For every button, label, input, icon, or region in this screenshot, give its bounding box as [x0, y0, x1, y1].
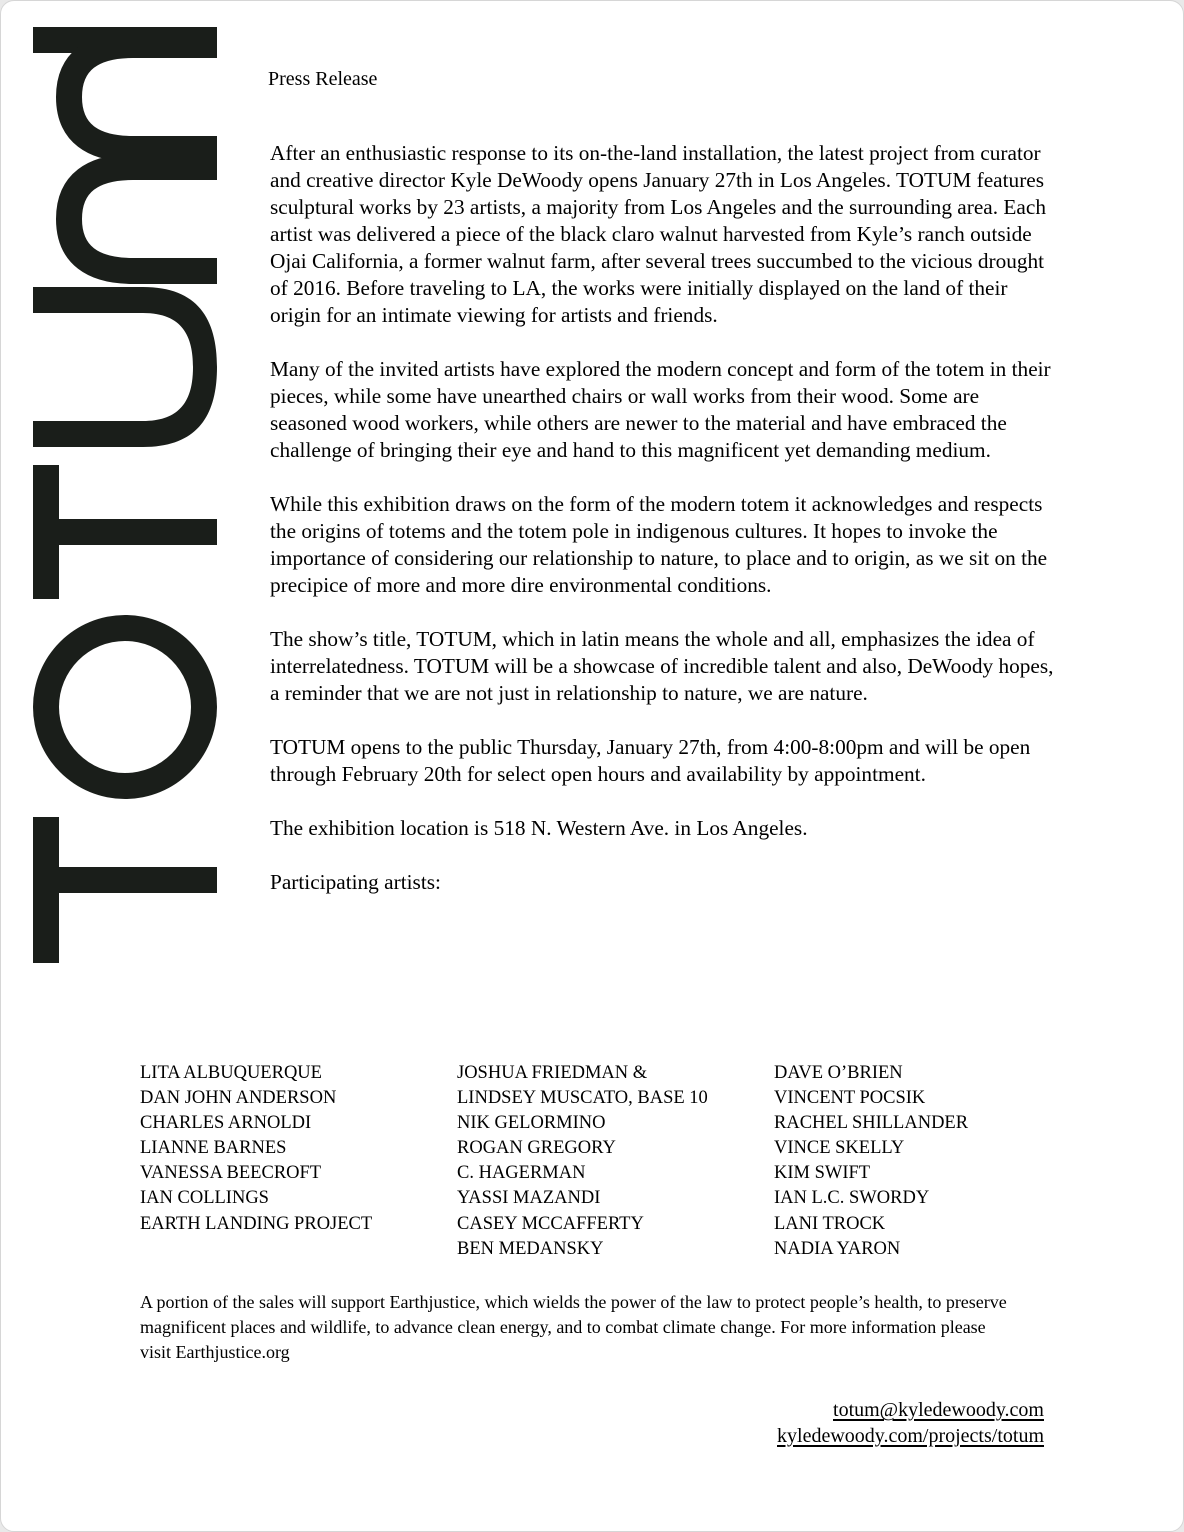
website-link[interactable]: kyledewoody.com/projects/totum — [777, 1425, 1044, 1447]
artist-name: LINDSEY MUSCATO, BASE 10 — [457, 1088, 708, 1109]
paragraph-intro: After an enthusiastic response to its on-the-land installation, the latest project from curator and creative director Kyle DeWoody opens January 27th in Los Angeles. TOTUM features sculptural works by 23 artists, a majority from Los Angeles and the surrounding area. Each artist was delivered a piece of the black claro walnut harvested from Kyle’s ranch outside Ojai California, a former walnut farm, after several trees succumbed to the vicious drought of 2016. Before traveling to LA, the works were initially displayed on the land of their origin for an intimate viewing for artists and friends. — [270, 141, 1046, 327]
artist-name: DAN JOHN ANDERSON — [140, 1088, 337, 1109]
logo-m-arches — [69, 45, 217, 271]
paragraph-location: The exhibition location is 518 N. Western Ave. in Los Angeles. — [270, 816, 808, 840]
artist-name: NIK GELORMINO — [457, 1113, 606, 1134]
paragraph-title-meaning: The show’s title, TOTUM, which in latin means the whole and all, emphasizes the idea of interrelatedness. TOTUM will be a showcase of incredible talent and also, DeWoody hopes, a reminder that we are not just in relationship to nature, we are nature. — [270, 627, 1054, 705]
totum-logo — [33, 17, 217, 963]
artist-name: KIM SWIFT — [774, 1163, 871, 1184]
logo-t-stem — [33, 519, 217, 545]
artist-name: EARTH LANDING PROJECT — [140, 1213, 373, 1234]
heading-press-release: Press Release — [268, 68, 378, 90]
paragraph-opening-hours: TOTUM opens to the public Thursday, January 27th, from 4:00-8:00pm and will be open through February 20th for select open hours and availability by appointment. — [270, 735, 1031, 786]
paragraph-participating: Participating artists: — [270, 870, 441, 894]
logo-t2-stem — [33, 867, 217, 893]
artist-name: VINCE SKELLY — [774, 1138, 905, 1159]
artist-list-column-2 — [457, 1061, 708, 1262]
logo-u — [33, 287, 217, 447]
artist-name: YASSI MAZANDI — [457, 1188, 601, 1209]
artist-name: IAN L.C. SWORDY — [774, 1188, 930, 1209]
email-link[interactable]: totum@kyledewoody.com — [833, 1399, 1044, 1421]
artist-name: LITA ALBUQUERQUE — [140, 1063, 322, 1083]
artist-name: VINCENT POCSIK — [774, 1088, 926, 1109]
artist-name: JOSHUA FRIEDMAN & — [457, 1063, 648, 1083]
artist-list-column-3 — [774, 1061, 968, 1262]
artist-name: ROGAN GREGORY — [457, 1138, 616, 1159]
logo-o-inner — [59, 641, 191, 773]
logo-t2-bar — [33, 817, 59, 963]
artist-list-column-1 — [140, 1061, 372, 1237]
contact-links — [777, 1397, 1044, 1449]
artist-name: LIANNE BARNES — [140, 1138, 287, 1159]
artist-name: C. HAGERMAN — [457, 1163, 586, 1184]
logo-t-bar — [33, 465, 59, 599]
artist-name: NADIA YARON — [774, 1238, 901, 1259]
artist-name: CHARLES ARNOLDI — [140, 1113, 312, 1134]
artist-name: VANESSA BEECROFT — [140, 1163, 322, 1184]
paragraph-origins: While this exhibition draws on the form of the modern totem it acknowledges and respects the origins of totems and the totem pole in indigenous cultures. It hopes to invoke the importance of considering our relationship to nature, to place and to origin, as we sit on the precipice of more and more dire environmental conditions. — [270, 492, 1048, 597]
release-body — [270, 140, 1054, 923]
artist-name: DAVE O’BRIEN — [774, 1063, 903, 1083]
paragraph-artists-explored: Many of the invited artists have explored the modern concept and form of the totem in their pieces, while some have unearthed chairs or wall works from their wood. Some are seasoned wood workers, while others are newer to the material and have embraced the challenge of bringing their eye and hand to this magnificent yet demanding medium. — [270, 357, 1051, 462]
artist-name: BEN MEDANSKY — [457, 1238, 604, 1259]
artist-name: LANI TROCK — [774, 1213, 886, 1234]
artist-name: IAN COLLINGS — [140, 1188, 269, 1209]
earthjustice-note: A portion of the sales will support Earthjustice, which wields the power of the law to protect people’s health, to preserve magnificent places and wildlife, to advance clean energy, and to combat climate change. For more information please visit Earthjustice.org — [140, 1292, 1007, 1362]
artist-name: RACHEL SHILLANDER — [774, 1113, 969, 1134]
artist-name: CASEY MCCAFFERTY — [457, 1213, 644, 1234]
